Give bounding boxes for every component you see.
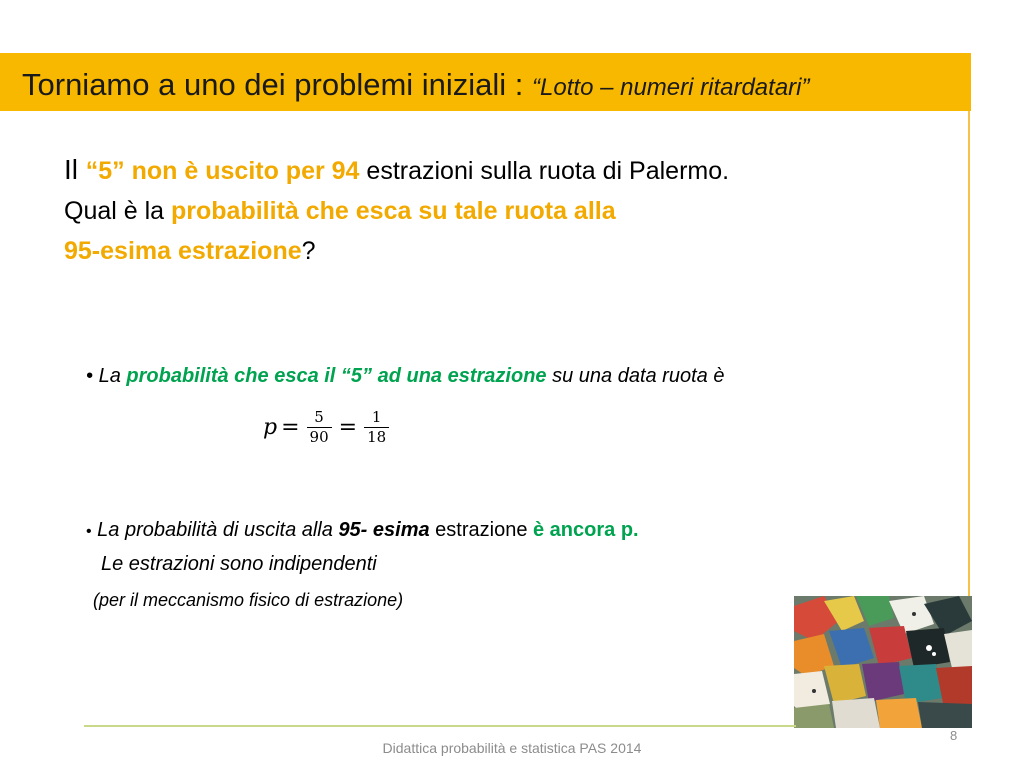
title-main: Torniamo a uno dei problemi iniziali : (22, 67, 533, 102)
formula-eq-2: = (338, 415, 358, 440)
dice-photo (794, 596, 972, 728)
footer-text: Didattica probabilità e statistica PAS 2014 (382, 740, 642, 756)
bullet2-line-2: Le estrazioni sono indipendenti (101, 553, 377, 575)
bullet2-text-c: estrazione (429, 519, 533, 541)
bullet-2 (86, 516, 639, 614)
bullet2-95th: 95- esima (338, 519, 430, 541)
intro-line-3 (64, 231, 729, 271)
bullet2-line-3: (per il meccanismo fisico di estrazione) (93, 590, 404, 610)
bullet1-text-c: su una data ruota è (546, 365, 725, 387)
bullet1-highlight: probabilità che esca il “5” ad una estrazione (126, 365, 547, 387)
intro-rest: estrazioni sulla ruota di Palermo. (359, 157, 730, 185)
intro-text (64, 150, 729, 271)
intro-number: “5” (85, 157, 125, 185)
page-number: 8 (950, 728, 958, 743)
fraction-1 (307, 408, 332, 447)
bottom-rule (84, 725, 796, 727)
frac2-den: 18 (364, 427, 389, 447)
bullet-1 (86, 362, 724, 390)
bullet-marker: • (86, 523, 92, 540)
intro-not-drawn: non è uscito per 94 (124, 157, 360, 185)
intro-line-2 (64, 191, 729, 231)
formula-eq-1: = (281, 415, 300, 440)
slide-title (22, 68, 810, 105)
bullet2-still-p: è ancora p. (533, 519, 639, 541)
intro-il: Il (64, 154, 86, 185)
intro-95th: 95-esima estrazione (64, 237, 302, 265)
right-rule (968, 111, 970, 597)
frac1-num: 5 (314, 408, 324, 426)
bullet1-text-a: La (98, 365, 127, 387)
bullet-marker: • (86, 365, 94, 387)
probability-formula (263, 408, 392, 447)
intro-probability: probabilità che esca su tale ruota alla (171, 197, 616, 225)
intro-question: Qual è la (64, 197, 172, 225)
frac1-den: 90 (307, 427, 332, 447)
frac2-num: 1 (371, 408, 382, 426)
bullet2-text-a: La probabilità di uscita alla (97, 519, 339, 541)
intro-line-1 (64, 150, 729, 191)
dice-photo-icon (794, 596, 972, 728)
title-italic: “Lotto – numeri ritardatari” (532, 74, 810, 101)
intro-qmark: ? (301, 237, 316, 265)
fraction-2 (364, 408, 389, 447)
bullet2-line-1 (86, 516, 639, 546)
formula-var: p (263, 415, 278, 440)
